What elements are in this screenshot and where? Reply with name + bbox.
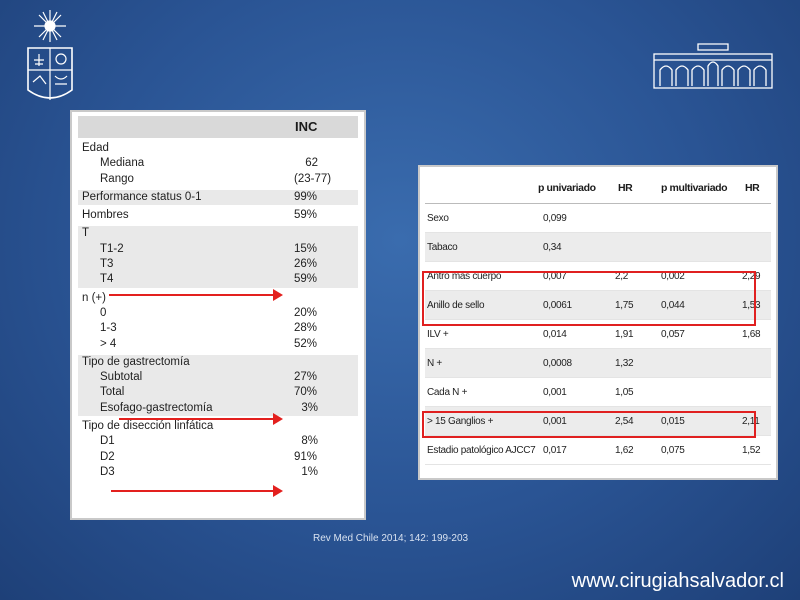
table-row xyxy=(78,385,358,400)
row-value: 26% xyxy=(294,258,318,271)
row-value: 1% xyxy=(301,465,318,478)
table-group xyxy=(78,355,358,416)
table-row xyxy=(78,355,358,370)
hazard-ratio-table xyxy=(418,165,778,480)
table-row xyxy=(78,272,358,287)
table-row xyxy=(78,401,358,416)
highlight-box-antro-anillo xyxy=(422,271,756,326)
row-label: Esofago-gastrectomía xyxy=(100,401,213,414)
table-row xyxy=(78,242,358,257)
row-value: (23-77) xyxy=(294,172,332,185)
row-value: 52% xyxy=(294,337,318,350)
table-row xyxy=(78,226,358,241)
row-value: 28% xyxy=(294,322,318,335)
row-value: 59% xyxy=(294,273,318,286)
cell-value: 0,075 xyxy=(661,445,685,456)
table-row xyxy=(425,204,771,233)
row-value: 62 xyxy=(305,157,318,170)
inc-column-header: INC xyxy=(295,119,318,134)
row-value: 8% xyxy=(301,435,318,448)
table-row xyxy=(78,141,358,156)
cell-value: 0,044 xyxy=(661,300,685,311)
table-row xyxy=(425,378,771,407)
cell-value: 1,52 xyxy=(742,445,761,456)
table-group xyxy=(78,208,358,223)
row-label: > 15 Ganglios + xyxy=(427,416,494,427)
cell-value: 0,0008 xyxy=(543,358,572,369)
row-label: Sexo xyxy=(427,213,449,224)
row-label: Antro más cuerpo xyxy=(427,271,502,282)
table-row xyxy=(425,349,771,378)
row-label: D2 xyxy=(100,450,115,463)
table-row xyxy=(78,156,358,171)
row-value: 70% xyxy=(294,386,318,399)
row-label: Rango xyxy=(100,172,134,185)
cell-value: 2,29 xyxy=(742,271,761,282)
cell-value: 2,11 xyxy=(742,416,760,427)
cell-value: 0,001 xyxy=(543,387,567,398)
row-value: 15% xyxy=(294,242,318,255)
table-row xyxy=(78,257,358,272)
p-multivariado-header: p multivariado xyxy=(661,182,728,194)
row-label: Subtotal xyxy=(100,371,143,384)
cell-value: 1,62 xyxy=(615,445,634,456)
row-label: ILV + xyxy=(427,329,449,340)
row-label: 0 xyxy=(100,306,107,319)
cell-value: 0,015 xyxy=(661,416,685,427)
row-label: Cada N + xyxy=(427,387,468,398)
cell-value: 2,54 xyxy=(615,416,634,427)
row-label: Tipo de disección linfática xyxy=(82,420,214,433)
hr-multivariado-header: HR xyxy=(745,182,760,194)
row-label: Hombres xyxy=(82,209,129,222)
citation: Rev Med Chile 2014; 142: 199-203 xyxy=(313,533,469,544)
university-crest-logo xyxy=(22,8,78,108)
table-row xyxy=(78,306,358,321)
row-label: T1-2 xyxy=(100,242,124,255)
cell-value: 0,002 xyxy=(661,271,685,282)
table-row xyxy=(425,233,771,262)
cell-value: 1,05 xyxy=(615,387,634,398)
row-value: 59% xyxy=(294,209,318,222)
table-group xyxy=(78,226,358,287)
row-label: 1-3 xyxy=(100,322,117,335)
table-row xyxy=(78,337,358,352)
row-value: 20% xyxy=(294,306,318,319)
cell-value: 0,007 xyxy=(543,271,567,282)
row-label: T4 xyxy=(100,273,114,286)
table-body xyxy=(78,141,358,480)
row-label: n (+) xyxy=(82,291,106,304)
table-row xyxy=(78,434,358,449)
table-group xyxy=(78,419,358,480)
row-label: D1 xyxy=(100,435,115,448)
cell-value: 0,0061 xyxy=(543,300,572,311)
table-row xyxy=(78,321,358,336)
row-label: Anillo de sello xyxy=(427,300,485,311)
row-value: 99% xyxy=(294,190,318,203)
row-label: Edad xyxy=(82,142,109,154)
table-row xyxy=(78,172,358,187)
arrow-total xyxy=(119,418,281,420)
row-value: 27% xyxy=(294,371,318,384)
table-group xyxy=(78,291,358,352)
cell-value: 0,001 xyxy=(543,416,567,427)
row-value: 3% xyxy=(301,401,318,414)
table-row xyxy=(78,291,358,306)
table-row xyxy=(78,419,358,434)
hr-header: HR xyxy=(618,182,633,194)
row-label: Mediana xyxy=(100,157,145,170)
row-label: Performance status 0-1 xyxy=(82,190,202,203)
p-univariado-header: p univariado xyxy=(538,182,596,194)
cell-value: 1,68 xyxy=(742,329,761,340)
cell-value: 1,32 xyxy=(615,358,634,369)
table-header xyxy=(78,116,358,138)
cell-value: 1,53 xyxy=(742,300,761,311)
highlight-box-ganglios xyxy=(422,411,756,438)
cell-value: 0,057 xyxy=(661,329,685,340)
cell-value: 2,2 xyxy=(615,271,629,282)
table-row xyxy=(425,436,771,465)
table-row xyxy=(78,450,358,465)
row-label: Tabaco xyxy=(427,242,458,253)
row-label: N + xyxy=(427,358,442,369)
table-group xyxy=(78,190,358,205)
cell-value: 0,017 xyxy=(543,445,567,456)
row-value: 91% xyxy=(294,450,318,463)
cell-value: 1,91 xyxy=(615,329,634,340)
table-row xyxy=(78,465,358,480)
patient-characteristics-table xyxy=(70,110,366,520)
row-label: T3 xyxy=(100,258,114,271)
row-label: > 4 xyxy=(100,337,117,350)
website-url: www.cirugiahsalvador.cl xyxy=(571,570,784,592)
table-header xyxy=(425,173,771,204)
row-label: D3 xyxy=(100,465,115,478)
table-row xyxy=(78,190,358,205)
cell-value: 0,099 xyxy=(543,213,567,224)
hospital-building-logo xyxy=(652,42,774,92)
cell-value: 0,014 xyxy=(543,329,567,340)
arrow-t4 xyxy=(109,294,281,296)
arrow-d2 xyxy=(111,490,281,492)
row-label: Tipo de gastrectomía xyxy=(82,355,190,368)
row-label: Total xyxy=(100,386,125,399)
row-label: T xyxy=(82,227,90,240)
table-group xyxy=(78,141,358,187)
table-row xyxy=(78,370,358,385)
cell-value: 0,34 xyxy=(543,242,562,253)
cell-value: 1,75 xyxy=(615,300,634,311)
table-row xyxy=(78,208,358,223)
row-label: Estadio patológico AJCC7 xyxy=(427,445,536,456)
